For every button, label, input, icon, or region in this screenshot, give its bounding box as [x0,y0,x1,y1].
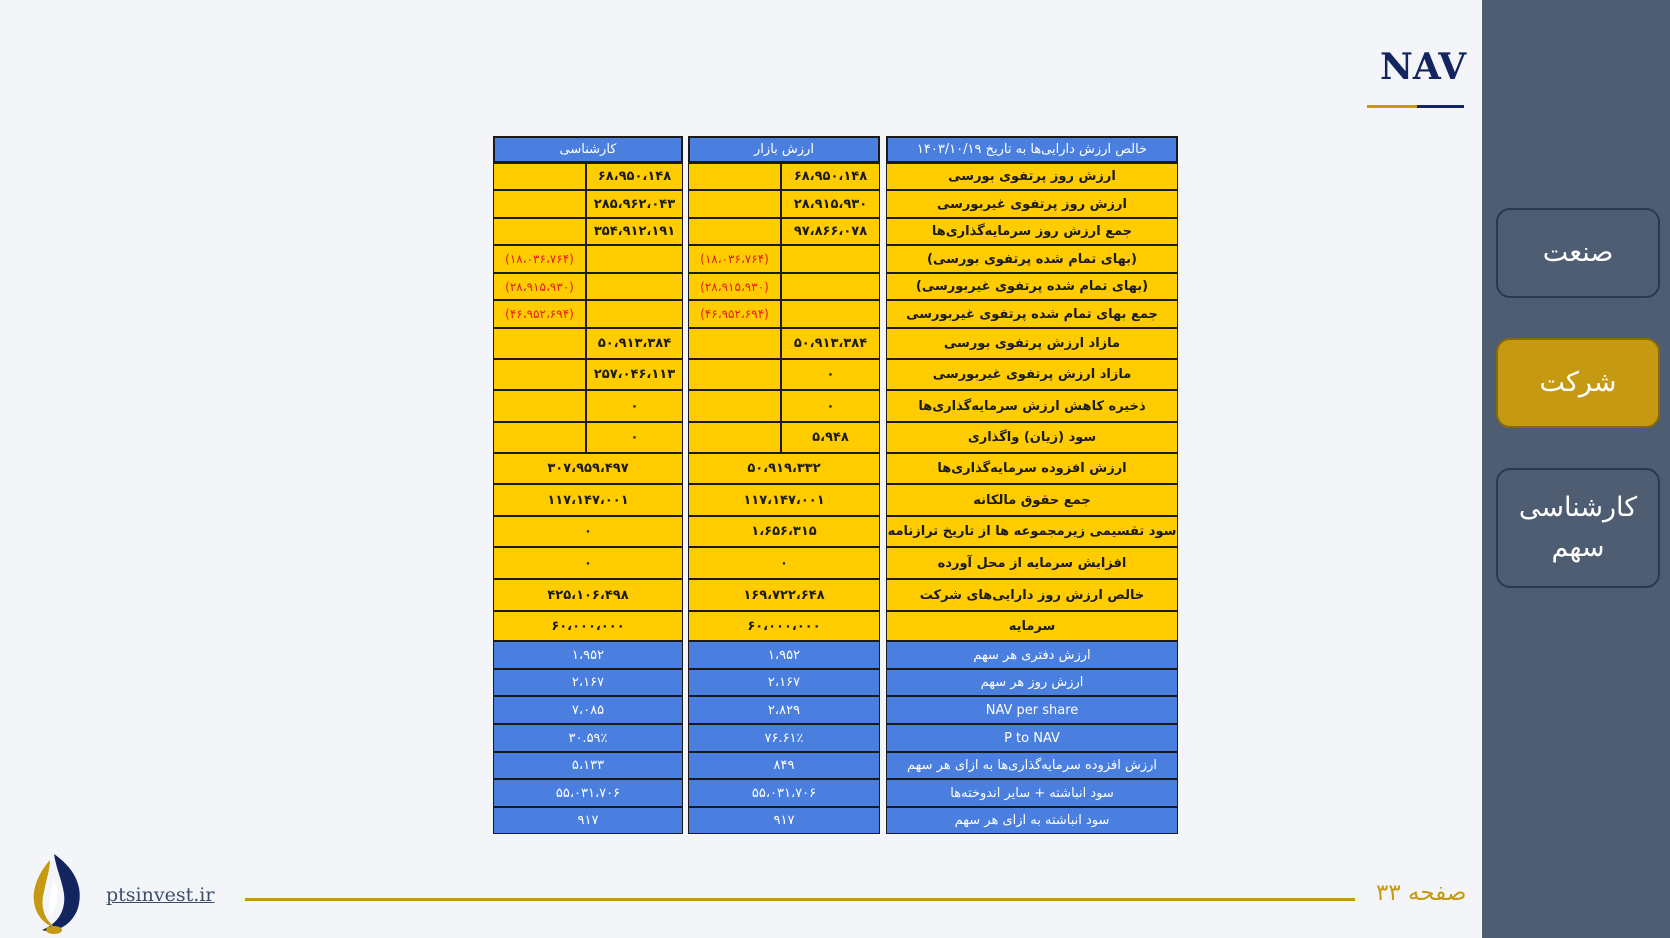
row-label: سود (زیان) واگذاری [886,422,1178,453]
title-underline-gold [1367,105,1417,108]
market-cell-left [688,422,781,453]
market-cell-right [781,245,880,273]
expert-cell: ۹۱۷ [493,807,683,834]
row-label: ذخیره کاهش ارزش سرمایه‌گذاری‌ها [886,390,1178,422]
header-label: خالص ارزش دارایی‌ها به تاریخ ۱۴۰۳/۱۰/۱۹ [886,136,1178,163]
market-cell-right: ۲۸،۹۱۵،۹۳۰ [781,190,880,218]
company-logo [14,850,94,936]
expert-cell: ۳۰.۵۹٪ [493,724,683,752]
expert-cell-right: ۶۸،۹۵۰،۱۴۸ [586,163,683,190]
market-cell-left [688,190,781,218]
expert-cell-left [493,328,586,359]
market-cell-left: (۴۶،۹۵۲،۶۹۴) [688,300,781,328]
expert-cell-left: (۲۸،۹۱۵،۹۳۰) [493,273,586,300]
row-label: خالص ارزش روز دارایی‌های شرکت [886,579,1178,611]
row-label: جمع ارزش روز سرمایه‌گذاری‌ها [886,218,1178,245]
row-label: مازاد ارزش پرتفوی غیربورسی [886,359,1178,390]
row-label: P to NAV [886,724,1178,752]
market-cell: ۱،۶۵۶،۳۱۵ [688,516,880,547]
row-label: سرمایه [886,611,1178,641]
row-label: (بهای تمام شده پرتفوی غیربورسی) [886,273,1178,300]
row-label: افزایش سرمایه از محل آورده [886,547,1178,579]
page-number: صفحه ۳۳ [1376,880,1467,906]
market-cell: ۸۴۹ [688,752,880,779]
expert-cell-right: ۲۵۷،۰۴۶،۱۱۳ [586,359,683,390]
row-label: جمع بهای تمام شده پرتفوی غیربورسی [886,300,1178,328]
expert-cell: ۱،۹۵۲ [493,641,683,669]
row-label: NAV per share [886,696,1178,724]
row-label: ارزش روز پرتفوی بورسی [886,163,1178,190]
market-cell: ۱،۹۵۲ [688,641,880,669]
market-cell: ۰ [688,547,880,579]
market-cell-left [688,163,781,190]
market-cell: ۲،۱۶۷ [688,669,880,696]
title-underline-navy [1417,105,1464,108]
market-cell-left [688,218,781,245]
expert-cell: ۰ [493,547,683,579]
market-cell: ۱۶۹،۷۲۲،۶۴۸ [688,579,880,611]
expert-cell-left [493,359,586,390]
expert-cell-right: ۰ [586,422,683,453]
market-cell-right: ۶۸،۹۵۰،۱۴۸ [781,163,880,190]
expert-cell-left [493,190,586,218]
market-cell-left: (۱۸،۰۳۶،۷۶۴) [688,245,781,273]
market-cell: ۲،۸۲۹ [688,696,880,724]
expert-cell-left [493,422,586,453]
market-cell-right: ۰ [781,390,880,422]
nav-button-3[interactable]: کارشناسی سهم [1496,468,1660,588]
expert-cell: ۶۰،۰۰۰،۰۰۰ [493,611,683,641]
expert-cell-left: (۱۸،۰۳۶،۷۶۴) [493,245,586,273]
market-cell-right [781,300,880,328]
row-label: سود انباشته + سایر اندوخته‌ها [886,779,1178,807]
market-cell: ۹۱۷ [688,807,880,834]
row-label: ارزش افزوده سرمایه‌گذاری‌ها به ازای هر سهم [886,752,1178,779]
header-expert: کارشناسی [493,136,683,163]
expert-cell: ۱۱۷،۱۴۷،۰۰۱ [493,484,683,516]
expert-cell: ۴۲۵،۱۰۶،۴۹۸ [493,579,683,611]
market-cell-right [781,273,880,300]
expert-cell-right: ۳۵۴،۹۱۲،۱۹۱ [586,218,683,245]
website-link[interactable]: ptsinvest.ir [106,884,215,906]
expert-cell-left [493,218,586,245]
market-cell-left [688,328,781,359]
market-cell-right: ۰ [781,359,880,390]
footer-divider [245,898,1355,901]
market-cell-right: ۵۰،۹۱۳،۳۸۴ [781,328,880,359]
expert-cell-right: ۰ [586,390,683,422]
market-cell: ۶۰،۰۰۰،۰۰۰ [688,611,880,641]
market-cell: ۷۶.۶۱٪ [688,724,880,752]
nav-button-1[interactable]: صنعت [1496,208,1660,298]
market-cell-left [688,359,781,390]
expert-cell-right: ۲۸۵،۹۶۲،۰۴۳ [586,190,683,218]
expert-cell-right [586,273,683,300]
row-label: ارزش افزوده سرمایه‌گذاری‌ها [886,453,1178,484]
nav-button-2[interactable]: شرکت [1496,338,1660,428]
row-label: سود انباشته به ازای هر سهم [886,807,1178,834]
expert-cell-right [586,300,683,328]
expert-cell-right: ۵۰،۹۱۳،۳۸۴ [586,328,683,359]
row-label: ارزش روز هر سهم [886,669,1178,696]
expert-cell-right [586,245,683,273]
header-market: ارزش بازار [688,136,880,163]
market-cell-left [688,390,781,422]
expert-cell: ۳۰۷،۹۵۹،۴۹۷ [493,453,683,484]
market-cell-left: (۲۸،۹۱۵،۹۳۰) [688,273,781,300]
row-label: ارزش روز پرتفوی غیربورسی [886,190,1178,218]
expert-cell-left [493,163,586,190]
expert-cell: ۲،۱۶۷ [493,669,683,696]
expert-cell: ۷،۰۸۵ [493,696,683,724]
expert-cell: ۵۵،۰۳۱،۷۰۶ [493,779,683,807]
market-cell: ۵۵،۰۳۱،۷۰۶ [688,779,880,807]
expert-cell: ۰ [493,516,683,547]
row-label: (بهای تمام شده پرتفوی بورسی) [886,245,1178,273]
market-cell-right: ۹۷،۸۶۶،۰۷۸ [781,218,880,245]
expert-cell-left: (۴۶،۹۵۲،۶۹۴) [493,300,586,328]
row-label: سود تقسیمی زیرمجموعه ها از تاریخ ترازنامه [886,516,1178,547]
page-title: NAV [1380,46,1467,88]
expert-cell: ۵،۱۳۳ [493,752,683,779]
expert-cell-left [493,390,586,422]
row-label: جمع حقوق مالکانه [886,484,1178,516]
market-cell: ۱۱۷،۱۴۷،۰۰۱ [688,484,880,516]
market-cell: ۵۰،۹۱۹،۳۳۲ [688,453,880,484]
row-label: ارزش دفتری هر سهم [886,641,1178,669]
market-cell-right: ۵،۹۴۸ [781,422,880,453]
row-label: مازاد ارزش پرتفوی بورسی [886,328,1178,359]
